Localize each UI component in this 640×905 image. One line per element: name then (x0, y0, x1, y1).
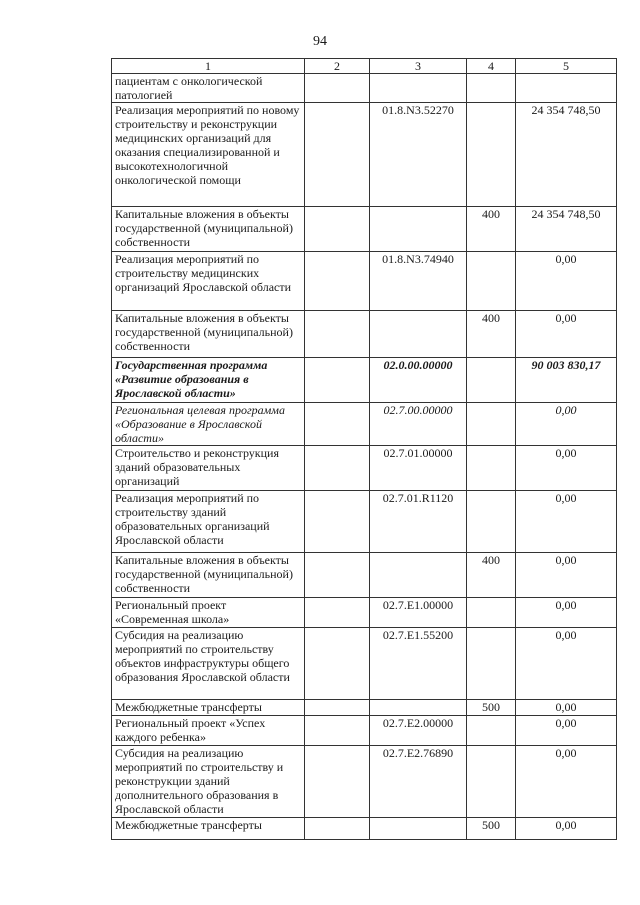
row-name-cell: Субсидия на реализацию мероприятий по строительству и реконструкции зданий дополнительного образования в Ярославской области (112, 746, 305, 818)
table-row (112, 598, 617, 628)
table-row (112, 103, 617, 207)
table-row (112, 746, 617, 818)
row-code-cell (370, 207, 467, 252)
row-empty-cell (305, 491, 370, 553)
row-type-cell: 500 (467, 818, 516, 840)
row-name-cell: Капитальные вложения в объекты государственной (муниципальной) собственности (112, 207, 305, 252)
row-empty-cell (305, 358, 370, 403)
row-name-cell: Субсидия на реализацию мероприятий по строительству объектов инфраструктуры общего образования Ярославской области (112, 628, 305, 700)
row-empty-cell (305, 446, 370, 491)
table-row (112, 553, 617, 598)
row-amount-cell: 24 354 748,50 (516, 207, 617, 252)
row-amount-cell: 0,00 (516, 598, 617, 628)
row-code-cell: 02.7.E2.76890 (370, 746, 467, 818)
row-type-cell (467, 403, 516, 446)
row-empty-cell (305, 598, 370, 628)
row-code-cell (370, 818, 467, 840)
row-name-cell: Региональный проект «Успех каждого ребенка» (112, 716, 305, 746)
row-code-cell (370, 553, 467, 598)
row-name-cell: Капитальные вложения в объекты государственной (муниципальной) собственности (112, 311, 305, 358)
row-type-cell (467, 358, 516, 403)
row-amount-cell: 90 003 830,17 (516, 358, 617, 403)
row-type-cell: 400 (467, 311, 516, 358)
row-amount-cell: 0,00 (516, 700, 617, 716)
row-type-cell: 500 (467, 700, 516, 716)
column-header: 1 (112, 59, 305, 74)
row-empty-cell (305, 311, 370, 358)
table-row (112, 491, 617, 553)
row-amount-cell: 0,00 (516, 553, 617, 598)
column-header: 3 (370, 59, 467, 74)
row-empty-cell (305, 700, 370, 716)
row-empty-cell (305, 403, 370, 446)
row-name-cell: Реализация мероприятий по строительству медицинских организаций Ярославской области (112, 252, 305, 311)
page-number: 94 (313, 34, 327, 49)
row-type-cell (467, 716, 516, 746)
row-type-cell (467, 628, 516, 700)
table-row (112, 358, 617, 403)
row-name-cell: Реализация мероприятий по строительству зданий образовательных организаций Ярославской области (112, 491, 305, 553)
row-empty-cell (305, 74, 370, 103)
row-code-cell (370, 74, 467, 103)
column-header: 4 (467, 59, 516, 74)
column-header: 2 (305, 59, 370, 74)
table-row (112, 446, 617, 491)
row-amount-cell: 0,00 (516, 746, 617, 818)
row-name-cell: Региональная целевая программа «Образование в Ярославской области» (112, 403, 305, 446)
row-amount-cell: 0,00 (516, 491, 617, 553)
row-name-cell: пациентам с онкологической патологией (112, 74, 305, 103)
row-type-cell (467, 103, 516, 207)
row-amount-cell: 0,00 (516, 403, 617, 446)
row-code-cell: 01.8.N3.52270 (370, 103, 467, 207)
row-type-cell (467, 252, 516, 311)
row-code-cell: 02.7.01.00000 (370, 446, 467, 491)
row-empty-cell (305, 818, 370, 840)
row-code-cell: 01.8.N3.74940 (370, 252, 467, 311)
row-name-cell: Строительство и реконструкция зданий образовательных организаций (112, 446, 305, 491)
row-name-cell: Капитальные вложения в объекты государственной (муниципальной) собственности (112, 553, 305, 598)
row-empty-cell (305, 207, 370, 252)
row-name-cell: Региональный проект «Современная школа» (112, 598, 305, 628)
row-amount-cell: 0,00 (516, 716, 617, 746)
row-code-cell (370, 311, 467, 358)
row-code-cell: 02.7.E2.00000 (370, 716, 467, 746)
row-amount-cell: 0,00 (516, 818, 617, 840)
row-amount-cell: 0,00 (516, 252, 617, 311)
table-row (112, 716, 617, 746)
row-amount-cell: 0,00 (516, 311, 617, 358)
table-row (112, 700, 617, 716)
table-row (112, 628, 617, 700)
row-code-cell: 02.7.E1.55200 (370, 628, 467, 700)
row-amount-cell: 0,00 (516, 628, 617, 700)
row-name-cell: Межбюджетные трансферты (112, 700, 305, 716)
row-code-cell (370, 700, 467, 716)
row-empty-cell (305, 628, 370, 700)
row-empty-cell (305, 716, 370, 746)
row-amount-cell: 24 354 748,50 (516, 103, 617, 207)
column-header: 5 (516, 59, 617, 74)
row-type-cell (467, 491, 516, 553)
table-row (112, 74, 617, 103)
row-empty-cell (305, 103, 370, 207)
row-code-cell: 02.7.00.00000 (370, 403, 467, 446)
row-name-cell: Государственная программа «Развитие образования в Ярославской области» (112, 358, 305, 403)
row-type-cell (467, 446, 516, 491)
row-code-cell: 02.7.E1.00000 (370, 598, 467, 628)
row-name-cell: Межбюджетные трансферты (112, 818, 305, 840)
table-row (112, 252, 617, 311)
row-empty-cell (305, 553, 370, 598)
row-amount-cell: 0,00 (516, 446, 617, 491)
row-name-cell: Реализация мероприятий по новому строительству и реконструкции медицинских организаций для оказания специализированной и высокотехнологичной онкологической помощи (112, 103, 305, 207)
table-row (112, 311, 617, 358)
row-type-cell (467, 746, 516, 818)
budget-table (111, 58, 617, 840)
row-code-cell: 02.0.00.00000 (370, 358, 467, 403)
table-row (112, 403, 617, 446)
table-row (112, 207, 617, 252)
row-empty-cell (305, 252, 370, 311)
row-type-cell: 400 (467, 553, 516, 598)
table-body (112, 74, 617, 840)
table-header-row (112, 59, 617, 74)
row-type-cell (467, 598, 516, 628)
row-amount-cell (516, 74, 617, 103)
row-empty-cell (305, 746, 370, 818)
row-code-cell: 02.7.01.R1120 (370, 491, 467, 553)
table-row (112, 818, 617, 840)
row-type-cell: 400 (467, 207, 516, 252)
row-type-cell (467, 74, 516, 103)
